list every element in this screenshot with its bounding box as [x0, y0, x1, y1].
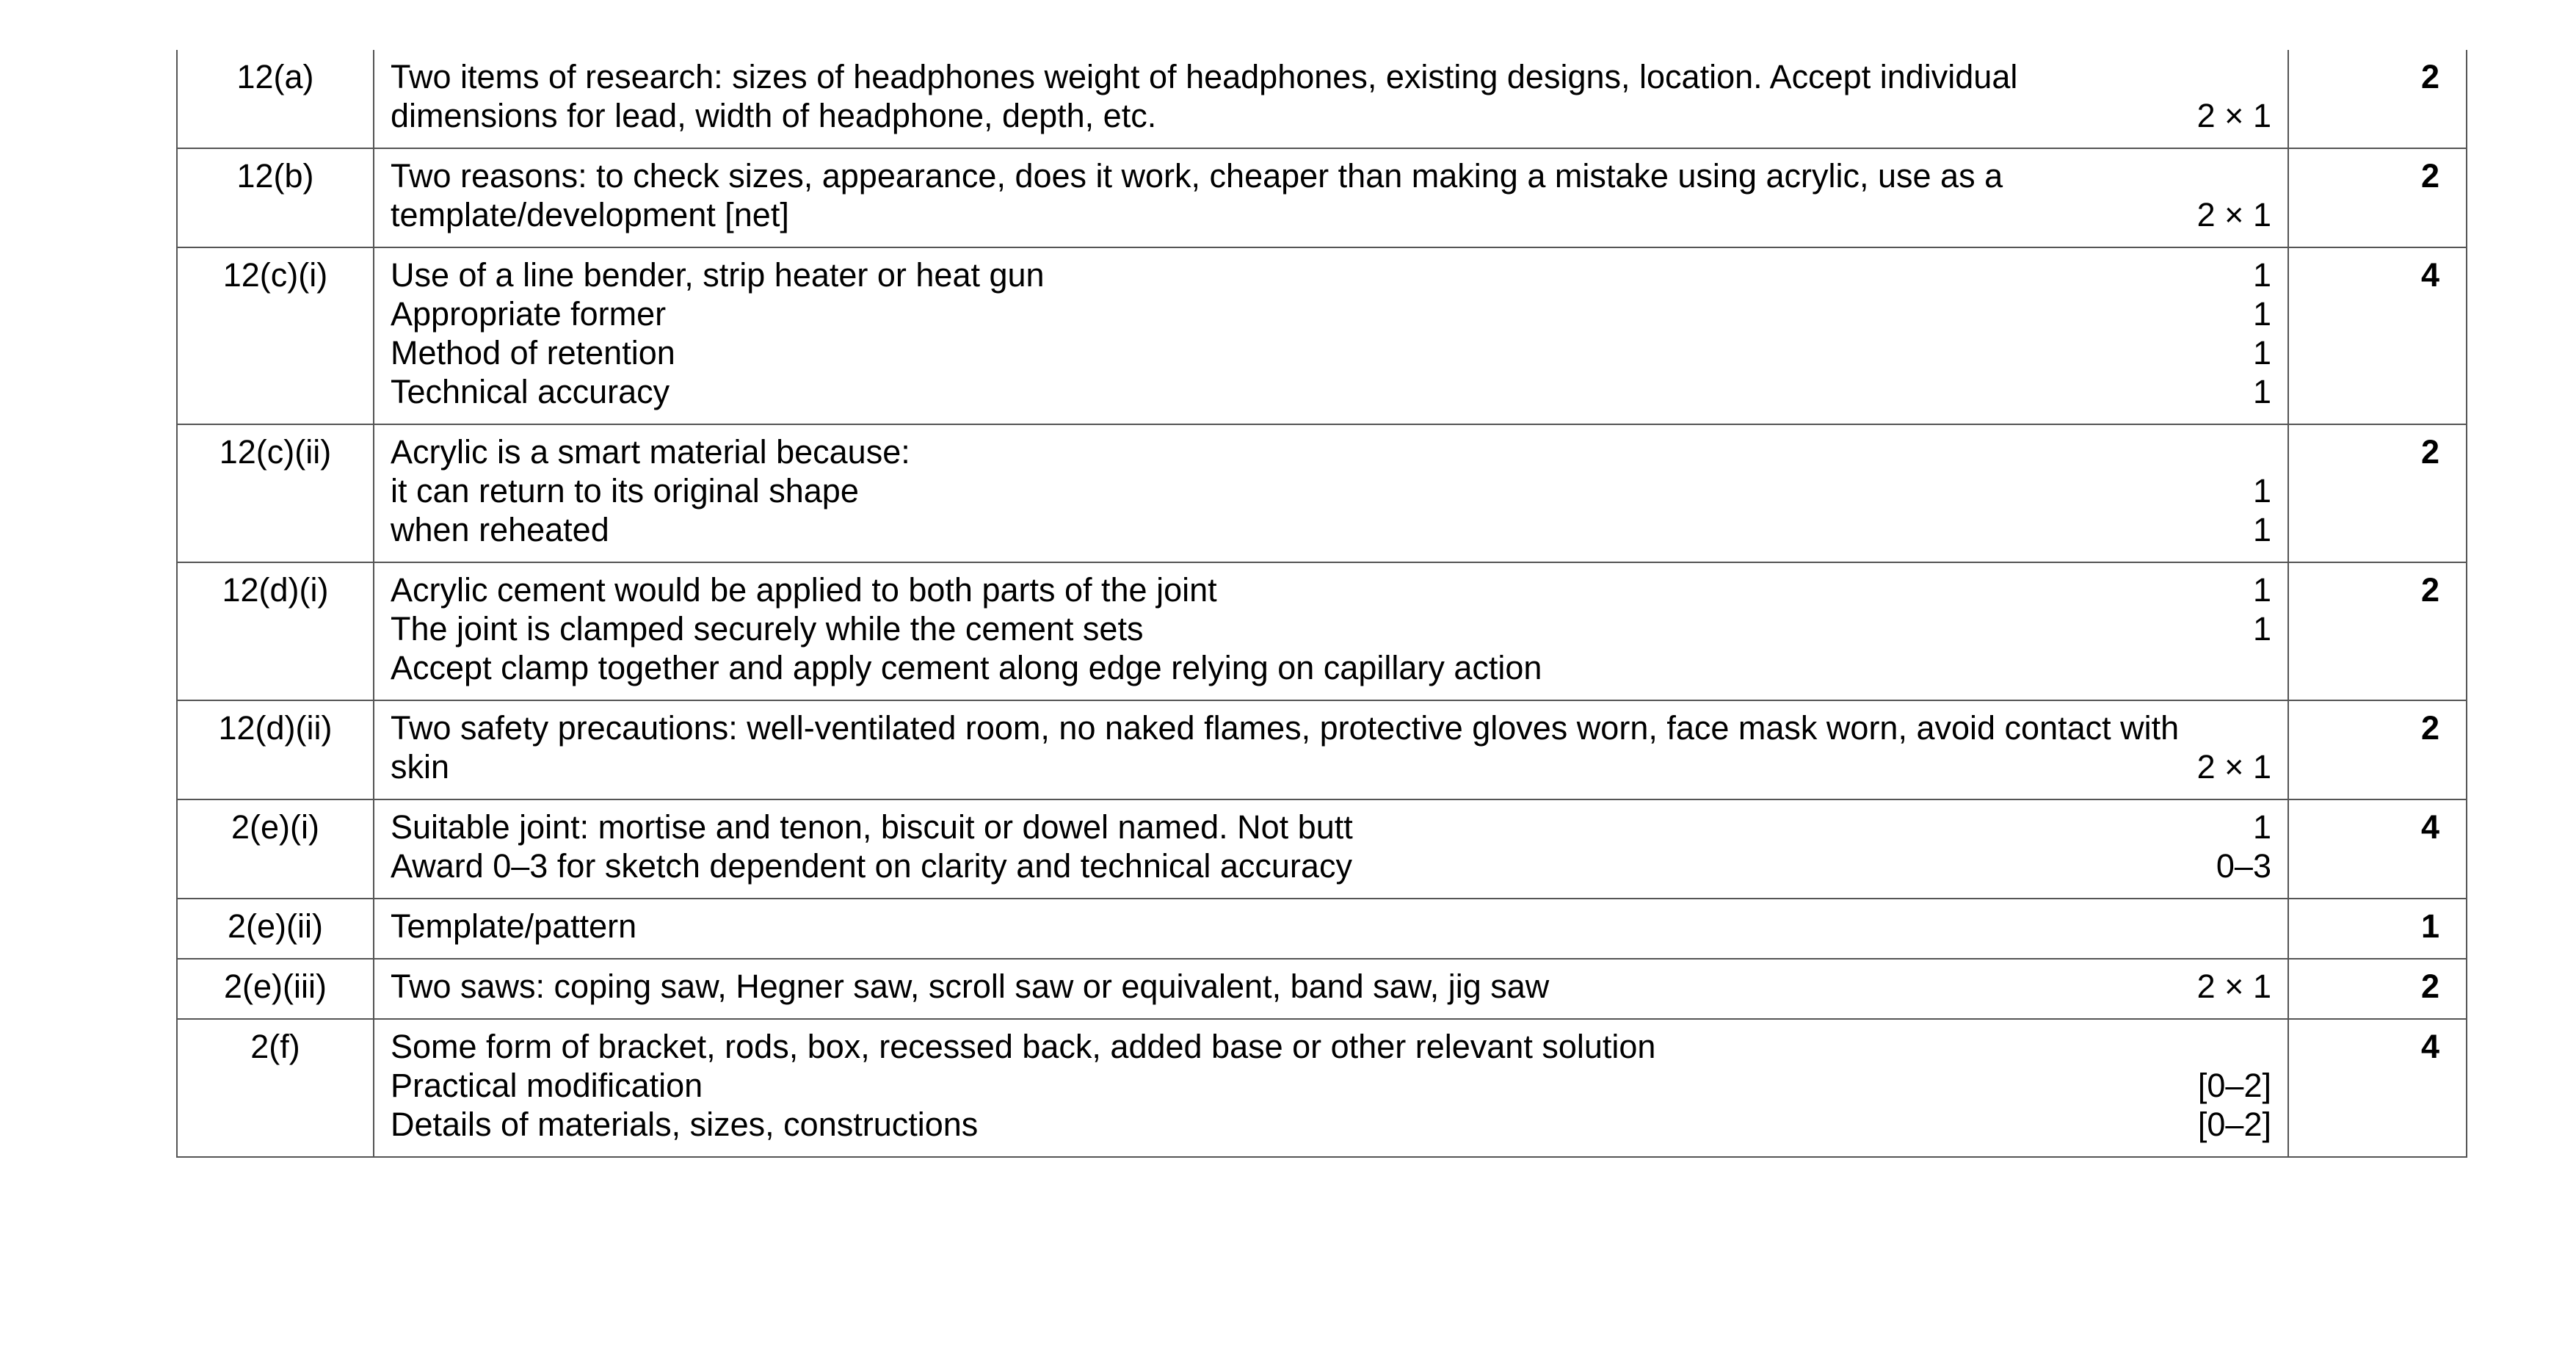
answer-line — [391, 1105, 2271, 1144]
question-number-cell: 12(d)(i) — [177, 562, 374, 700]
line-mark: 1 — [2252, 334, 2271, 371]
total-marks-cell: 2 — [2288, 148, 2467, 247]
answer-text: Acrylic cement would be applied to both parts of the joint — [391, 571, 1217, 609]
table-row — [177, 1019, 2467, 1157]
mark-scheme-body — [177, 50, 2467, 1157]
answer-text: Award 0–3 for sketch dependent on clarity and technical accuracy — [391, 847, 1352, 885]
answer-text: Two items of research: sizes of headphones weight of headphones, existing designs, location. Accept individual — [391, 58, 2018, 95]
total-marks-cell: 2 — [2288, 50, 2467, 148]
line-mark: 1 — [2252, 472, 2271, 509]
question-number-cell: 12(c)(ii) — [177, 424, 374, 562]
total-marks-cell: 4 — [2288, 247, 2467, 424]
table-row — [177, 799, 2467, 899]
answer-text: Appropriate former — [391, 295, 667, 333]
table-row — [177, 700, 2467, 799]
answer-cell — [374, 700, 2288, 799]
answer-line — [391, 747, 2271, 786]
table-row — [177, 50, 2467, 148]
answer-line — [391, 609, 2271, 648]
answer-line — [391, 57, 2271, 96]
table-row — [177, 959, 2467, 1019]
mark-scheme-table — [176, 50, 2467, 1158]
total-marks-cell: 2 — [2288, 424, 2467, 562]
answer-text: Use of a line bender, strip heater or heat gun — [391, 256, 1045, 294]
answer-text: Some form of bracket, rods, box, recessed back, added base or other relevant solution — [391, 1028, 1656, 1065]
answer-text: Method of retention — [391, 334, 675, 371]
line-mark: 2 × 1 — [2196, 968, 2271, 1005]
line-mark: 2 × 1 — [2196, 748, 2271, 786]
total-marks-cell: 2 — [2288, 959, 2467, 1019]
answer-line — [391, 808, 2271, 846]
answer-text: Two safety precautions: well-ventilated room, no naked flames, protective gloves worn, face mask worn, avoid contact with — [391, 709, 2180, 747]
answer-text: Acrylic is a smart material because: — [391, 433, 910, 471]
answer-line — [391, 156, 2271, 195]
answer-cell — [374, 899, 2288, 959]
line-mark: 1 — [2252, 571, 2271, 609]
answer-text: Practical modification — [391, 1067, 703, 1104]
answer-text: Template/pattern — [391, 907, 637, 945]
question-number-cell: 2(e)(ii) — [177, 899, 374, 959]
total-marks-cell: 4 — [2288, 799, 2467, 899]
answer-line — [391, 570, 2271, 609]
table-row — [177, 562, 2467, 700]
question-number-cell: 2(f) — [177, 1019, 374, 1157]
answer-line — [391, 510, 2271, 549]
answer-cell — [374, 148, 2288, 247]
answer-line — [391, 96, 2271, 135]
answer-text: Two saws: coping saw, Hegner saw, scroll saw or equivalent, band saw, jig saw — [391, 968, 1550, 1005]
total-marks-cell: 2 — [2288, 562, 2467, 700]
line-mark: [0–2] — [2197, 1067, 2271, 1104]
answer-text: Suitable joint: mortise and tenon, biscuit or dowel named. Not butt — [391, 808, 1353, 846]
answer-line — [391, 333, 2271, 372]
table-row — [177, 247, 2467, 424]
answer-line — [391, 907, 2271, 946]
answer-cell — [374, 799, 2288, 899]
question-number-cell: 12(c)(i) — [177, 247, 374, 424]
answer-text: Two reasons: to check sizes, appearance, does it work, cheaper than making a mistake using acrylic, use as a — [391, 157, 2003, 195]
answer-line — [391, 967, 2271, 1006]
table-row — [177, 148, 2467, 247]
answer-line — [391, 1066, 2271, 1105]
question-number-cell: 12(b) — [177, 148, 374, 247]
answer-line — [391, 471, 2271, 510]
answer-line — [391, 648, 2271, 687]
answer-text: template/development [net] — [391, 196, 789, 233]
total-marks-cell: 1 — [2288, 899, 2467, 959]
answer-text: Technical accuracy — [391, 373, 670, 410]
answer-cell — [374, 424, 2288, 562]
line-mark: 2 × 1 — [2196, 196, 2271, 233]
answer-line — [391, 846, 2271, 885]
answer-text: skin — [391, 748, 450, 786]
answer-text: dimensions for lead, width of headphone, depth, etc. — [391, 97, 1157, 134]
table-row — [177, 899, 2467, 959]
answer-cell — [374, 247, 2288, 424]
answer-line — [391, 294, 2271, 333]
answer-line — [391, 1027, 2271, 1066]
line-mark: 1 — [2252, 373, 2271, 410]
line-mark: 1 — [2252, 295, 2271, 333]
line-mark: [0–2] — [2197, 1106, 2271, 1143]
line-mark: 0–3 — [2216, 847, 2271, 885]
answer-cell — [374, 959, 2288, 1019]
answer-text: The joint is clamped securely while the cement sets — [391, 610, 1144, 648]
line-mark: 2 × 1 — [2196, 97, 2271, 134]
line-mark: 1 — [2252, 256, 2271, 294]
answer-text: Accept clamp together and apply cement along edge relying on capillary action — [391, 649, 1542, 686]
answer-line — [391, 708, 2271, 747]
answer-text: when reheated — [391, 511, 609, 548]
answer-cell — [374, 1019, 2288, 1157]
table-row — [177, 424, 2467, 562]
total-marks-cell: 4 — [2288, 1019, 2467, 1157]
answer-cell — [374, 562, 2288, 700]
answer-line — [391, 255, 2271, 294]
question-number-cell: 2(e)(iii) — [177, 959, 374, 1019]
answer-line — [391, 372, 2271, 411]
line-mark: 1 — [2252, 808, 2271, 846]
question-number-cell: 12(d)(ii) — [177, 700, 374, 799]
answer-text: Details of materials, sizes, constructions — [391, 1106, 979, 1143]
answer-line — [391, 195, 2271, 234]
total-marks-cell: 2 — [2288, 700, 2467, 799]
line-mark: 1 — [2252, 511, 2271, 548]
answer-cell — [374, 50, 2288, 148]
question-number-cell: 12(a) — [177, 50, 374, 148]
answer-line — [391, 432, 2271, 471]
line-mark: 1 — [2252, 610, 2271, 648]
question-number-cell: 2(e)(i) — [177, 799, 374, 899]
answer-text: it can return to its original shape — [391, 472, 859, 509]
